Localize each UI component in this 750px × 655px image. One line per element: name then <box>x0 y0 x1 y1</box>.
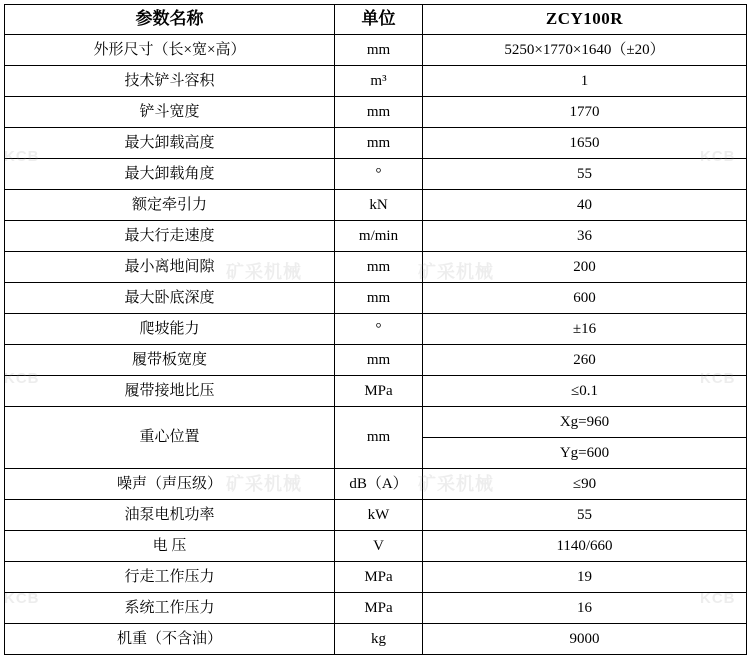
cell-parameter-name: 外形尺寸（长×宽×高） <box>5 35 335 66</box>
cell-parameter-name: 重心位置 <box>5 407 335 469</box>
cell-unit: MPa <box>335 562 423 593</box>
cell-unit: mm <box>335 97 423 128</box>
cell-parameter-name: 最小离地间隙 <box>5 252 335 283</box>
table-row <box>5 190 747 221</box>
cell-parameter-name: 油泵电机功率 <box>5 500 335 531</box>
cell-value: 55 <box>423 500 747 531</box>
cell-unit: MPa <box>335 376 423 407</box>
table-row <box>5 500 747 531</box>
cell-parameter-name: 铲斗宽度 <box>5 97 335 128</box>
cell-unit: m³ <box>335 66 423 97</box>
cell-value: ≤0.1 <box>423 376 747 407</box>
header-row <box>5 5 747 35</box>
cell-value: ≤90 <box>423 469 747 500</box>
cell-value: 9000 <box>423 624 747 655</box>
cell-value: 55 <box>423 159 747 190</box>
cell-value: 1140/660 <box>423 531 747 562</box>
cell-unit: dB（A） <box>335 469 423 500</box>
table-row <box>5 221 747 252</box>
watermark: KCB <box>4 370 40 387</box>
table-body <box>5 35 747 655</box>
cell-value: 5250×1770×1640（±20） <box>423 35 747 66</box>
cell-unit: mm <box>335 407 423 469</box>
cell-value: 1 <box>423 66 747 97</box>
cell-unit: kg <box>335 624 423 655</box>
table-row <box>5 314 747 345</box>
cell-unit: mm <box>335 128 423 159</box>
watermark: KCB <box>700 370 736 387</box>
cell-parameter-name: 最大行走速度 <box>5 221 335 252</box>
cell-value: ±16 <box>423 314 747 345</box>
cell-value: Yg=600 <box>423 438 747 469</box>
table-row <box>5 562 747 593</box>
cell-parameter-name: 履带接地比压 <box>5 376 335 407</box>
column-header-model: ZCY100R <box>423 5 747 35</box>
cell-value: 600 <box>423 283 747 314</box>
cell-unit: kW <box>335 500 423 531</box>
table-row <box>5 376 747 407</box>
cell-parameter-name: 噪声（声压级） <box>5 469 335 500</box>
table-row <box>5 624 747 655</box>
cell-value: 260 <box>423 345 747 376</box>
cell-parameter-name: 最大卧底深度 <box>5 283 335 314</box>
table-row <box>5 407 747 438</box>
cell-parameter-name: 履带板宽度 <box>5 345 335 376</box>
watermark: 矿采机械 <box>418 262 494 282</box>
cell-unit: mm <box>335 283 423 314</box>
table-row <box>5 35 747 66</box>
cell-unit: mm <box>335 345 423 376</box>
table-row <box>5 283 747 314</box>
cell-unit: kN <box>335 190 423 221</box>
table-row <box>5 345 747 376</box>
cell-parameter-name: 最大卸载高度 <box>5 128 335 159</box>
watermark: 矿采机械 <box>226 474 302 494</box>
cell-parameter-name: 系统工作压力 <box>5 593 335 624</box>
cell-parameter-name: 技术铲斗容积 <box>5 66 335 97</box>
cell-parameter-name: 行走工作压力 <box>5 562 335 593</box>
cell-value: 19 <box>423 562 747 593</box>
cell-unit: ° <box>335 314 423 345</box>
cell-unit: MPa <box>335 593 423 624</box>
table-row <box>5 469 747 500</box>
cell-unit: mm <box>335 252 423 283</box>
specification-table <box>4 4 747 655</box>
cell-value: 40 <box>423 190 747 221</box>
cell-parameter-name: 机重（不含油） <box>5 624 335 655</box>
cell-parameter-name: 最大卸载角度 <box>5 159 335 190</box>
cell-value: 1770 <box>423 97 747 128</box>
table-row <box>5 593 747 624</box>
watermark: 矿采机械 <box>226 262 302 282</box>
table-row <box>5 66 747 97</box>
cell-value: 36 <box>423 221 747 252</box>
cell-unit: ° <box>335 159 423 190</box>
table-row <box>5 97 747 128</box>
cell-parameter-name: 额定牵引力 <box>5 190 335 221</box>
cell-unit: V <box>335 531 423 562</box>
table-row <box>5 159 747 190</box>
table-header <box>5 5 747 35</box>
cell-value: Xg=960 <box>423 407 747 438</box>
watermark: KCB <box>700 590 736 607</box>
cell-parameter-name: 电 压 <box>5 531 335 562</box>
watermark: 矿采机械 <box>418 474 494 494</box>
watermark: KCB <box>4 148 40 165</box>
table-row <box>5 128 747 159</box>
column-header-unit: 单位 <box>335 5 423 35</box>
cell-value: 1650 <box>423 128 747 159</box>
cell-value: 16 <box>423 593 747 624</box>
column-header-parameter-name: 参数名称 <box>5 5 335 35</box>
table-row <box>5 252 747 283</box>
table-row <box>5 531 747 562</box>
cell-unit: mm <box>335 35 423 66</box>
watermark: KCB <box>4 590 40 607</box>
cell-value: 200 <box>423 252 747 283</box>
cell-parameter-name: 爬坡能力 <box>5 314 335 345</box>
cell-unit: m/min <box>335 221 423 252</box>
watermark: KCB <box>700 148 736 165</box>
